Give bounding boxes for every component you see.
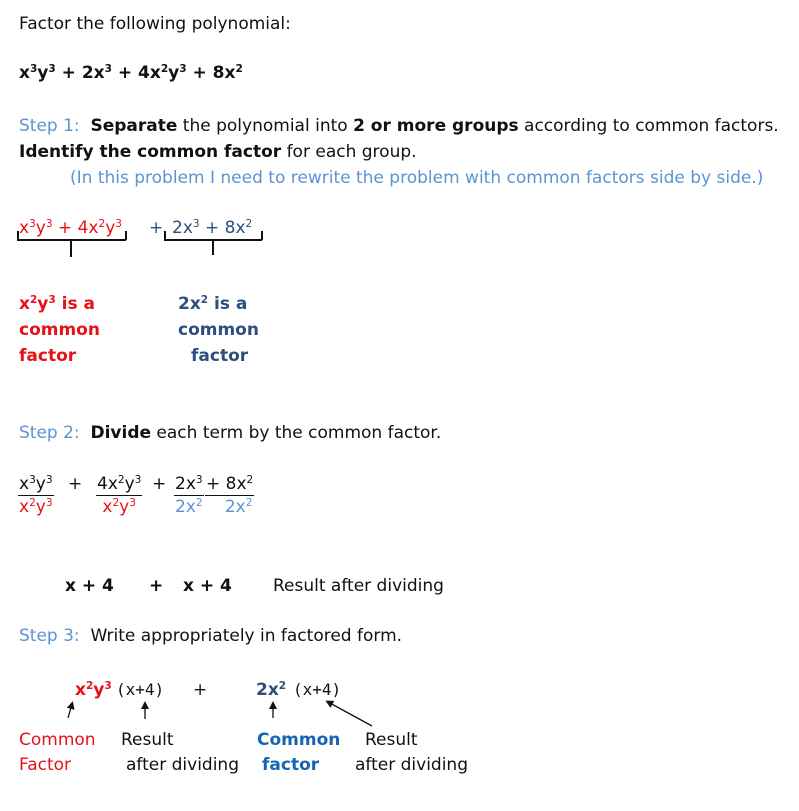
label-common-factor-2b: factor bbox=[262, 755, 320, 775]
step2-line: Step 2: Divide each term by the common factor. bbox=[19, 423, 442, 443]
factored-paren-1: (x+4) bbox=[116, 680, 165, 699]
cf1-line3: factor bbox=[19, 346, 77, 366]
division-result-1: x + 4 bbox=[65, 576, 114, 596]
fraction-1-den: $x^2y^3$ bbox=[19, 497, 53, 517]
group-1: $x^3y^3 + 4x^2y^3$ bbox=[19, 218, 122, 238]
fraction-plus-2: + bbox=[152, 474, 167, 494]
fraction-plus-1: + bbox=[68, 474, 83, 494]
cf1-line1: $x^2y^3$ is a bbox=[19, 294, 95, 314]
label-common-factor-2a: Common bbox=[257, 730, 341, 750]
poly-term-3: $4x^2y^3$ bbox=[138, 63, 187, 83]
fraction-3-den: $2x^2$ bbox=[175, 497, 203, 517]
step1-note: (In this problem I need to rewrite the problem with common factors side by side.) bbox=[70, 168, 764, 188]
step1-line2: Identify the common factor for each group. bbox=[19, 142, 417, 162]
poly-term-2: $2x^3$ bbox=[81, 63, 112, 83]
group-plus: + bbox=[149, 218, 164, 238]
cf2-line2: common bbox=[178, 320, 259, 340]
fraction-4-num: + $8x^2$ bbox=[206, 474, 254, 494]
division-result-2: x + 4 bbox=[183, 576, 232, 596]
label-common-factor-1b: Factor bbox=[19, 755, 72, 775]
label-result-2b: after dividing bbox=[355, 755, 468, 775]
polynomial: $x^3y^3 + 2x^3 + 4x^2y^3 + 8x^2$ bbox=[19, 63, 243, 83]
step1-line1: Step 1: Separate the polynomial into 2 or more groups according to common factors. bbox=[19, 116, 779, 136]
cf1-line2: common bbox=[19, 320, 100, 340]
poly-term-4: $8x^2$ bbox=[212, 63, 243, 83]
label-result-2a: Result bbox=[365, 730, 418, 750]
division-result-label: Result after dividing bbox=[273, 576, 444, 596]
factored-cf2: $2x^2$ bbox=[256, 680, 287, 700]
step3-label: Step 3: bbox=[19, 626, 80, 646]
step2-label: Step 2: bbox=[19, 423, 80, 443]
group-2: $2x^3 + 8x^2$ bbox=[172, 218, 253, 238]
label-common-factor-1a: Common bbox=[19, 730, 96, 750]
fraction-4-den: $2x^2$ bbox=[224, 497, 253, 517]
cf2-line1: $2x^2$ is a bbox=[178, 294, 248, 314]
division-result-plus: + bbox=[149, 576, 164, 596]
fraction-1-num: $x^3y^3$ bbox=[19, 474, 53, 494]
step3-line: Step 3: Write appropriately in factored form. bbox=[19, 626, 403, 646]
fraction-3-num: $2x^3$ bbox=[175, 474, 203, 494]
cf2-line3: factor bbox=[191, 346, 249, 366]
fraction-2-num: $4x^2y^3$ bbox=[97, 474, 142, 494]
fraction-2-den: $x^2y^3$ bbox=[102, 497, 136, 517]
arrow-common-factor-1 bbox=[68, 704, 72, 718]
factored-plus: + bbox=[193, 680, 208, 700]
arrow-result-2 bbox=[328, 702, 372, 726]
poly-term-1: $x^3y^3$ bbox=[19, 63, 56, 83]
factored-cf1: $x^2y^3$ bbox=[75, 680, 112, 700]
step1-label: Step 1: bbox=[19, 116, 80, 136]
factored-paren-2: (x+4) bbox=[293, 680, 342, 699]
label-result-1b: after dividing bbox=[126, 755, 239, 775]
label-result-1a: Result bbox=[121, 730, 174, 750]
page-title: Factor the following polynomial: bbox=[19, 14, 291, 34]
